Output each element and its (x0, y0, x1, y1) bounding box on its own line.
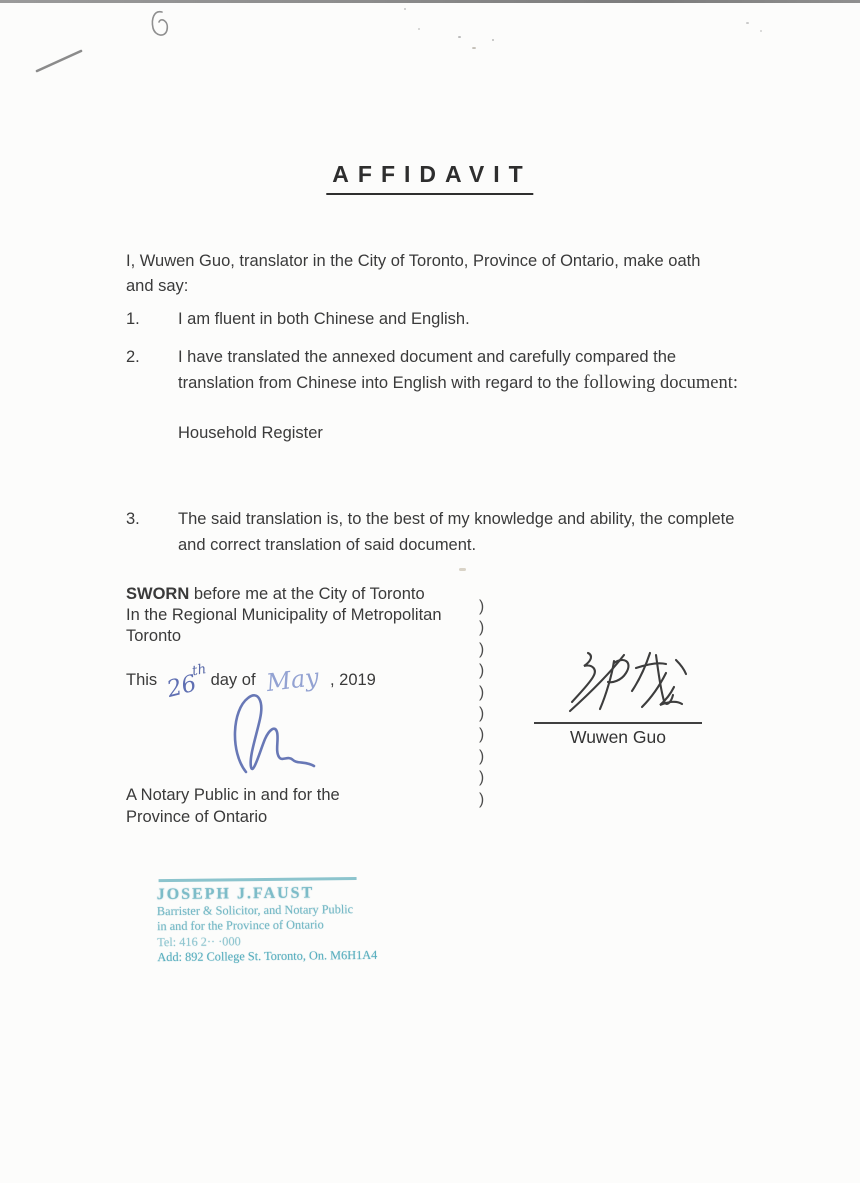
intro-paragraph: I, Wuwen Guo, translator in the City of Toronto, Province of Ontario, make oath and say: (126, 252, 701, 295)
handwritten-day-suffix: th (191, 661, 208, 680)
scan-speck (472, 47, 476, 49)
handwritten-month: May (264, 662, 320, 698)
scan-speck (760, 30, 762, 32)
numbered-item-3 (126, 506, 746, 558)
handwritten-day: 26 (164, 670, 200, 703)
jurat-paren: ) (479, 683, 485, 701)
jurat-paren: ) (479, 640, 485, 658)
item-text-sans: I have translated the annexed document and carefully compared the translation from Chinese into English with regard to the (178, 348, 677, 392)
jurat-paren: ) (479, 790, 485, 808)
jurat-paren: ) (479, 747, 485, 765)
item-text-serif: following document: (583, 373, 739, 393)
date-middle: day of (210, 671, 256, 689)
stamp-top-border (159, 877, 357, 882)
stamp-title-line: Barrister & Solicitor, and Notary Public (156, 901, 354, 918)
stamp-notary-name: JOSEPH J.FAUST (156, 884, 315, 903)
item-text: The said translation is, to the best of my knowledge and ability, the complete and correct translation of said document. (178, 510, 735, 554)
item-text: I am fluent in both Chinese and English. (178, 310, 470, 328)
scan-speck (746, 22, 749, 24)
notary-stamp (157, 877, 378, 966)
scan-speck (458, 36, 461, 38)
item-text (178, 344, 746, 396)
translator-signature (558, 645, 693, 725)
scan-edge-line (0, 0, 860, 3)
sworn-word: SWORN (126, 585, 190, 603)
scan-speck (404, 8, 406, 10)
referenced-document-name: Household Register (178, 424, 323, 442)
stamp-address-line: Add: 892 College St. Toronto, On. M6H1A4 (157, 947, 378, 965)
pen-stroke-mark (34, 47, 86, 75)
jurat-paren: ) (479, 769, 485, 787)
notary-capacity-line-1: A Notary Public in and for the (126, 786, 340, 804)
item-number: 3. (126, 510, 140, 528)
stamp-phone-line: Tel: 416 2·· ·000 (157, 933, 241, 949)
numbered-item-2 (126, 344, 746, 396)
sworn-line-1: SWORN before me at the City of Toronto (126, 585, 425, 603)
date-year: , 2019 (329, 671, 376, 689)
translator-printed-name: Wuwen Guo (570, 727, 666, 747)
notary-capacity (126, 785, 340, 828)
sworn-date-line (126, 661, 376, 703)
jurat-paren: ) (479, 662, 485, 680)
jurat-paren: ) (479, 726, 485, 744)
scan-speck (492, 39, 494, 41)
jurat-paren: ) (479, 619, 485, 637)
document-title: AFFIDAVIT (326, 161, 533, 195)
item-number: 2. (126, 348, 140, 366)
item-number: 1. (126, 310, 140, 328)
handwritten-d-mark (148, 9, 174, 39)
signature-line (534, 722, 702, 724)
notary-capacity-line-2: Province of Ontario (126, 807, 268, 826)
sworn-clause (126, 584, 442, 648)
jurat-paren: ) (479, 598, 485, 615)
date-prefix: This (126, 671, 158, 689)
numbered-item-1 (126, 306, 746, 332)
notary-signature (226, 688, 326, 780)
jurat-parentheses-column (479, 596, 484, 810)
stamp-jurisdiction-line: in and for the Province of Ontario (156, 917, 324, 934)
sworn-line-2: In the Regional Municipality of Metropolitan (126, 606, 442, 625)
scan-speck (418, 28, 420, 30)
scan-smudge (459, 568, 466, 571)
sworn-line-3: Toronto (126, 627, 182, 646)
jurat-paren: ) (479, 704, 485, 722)
